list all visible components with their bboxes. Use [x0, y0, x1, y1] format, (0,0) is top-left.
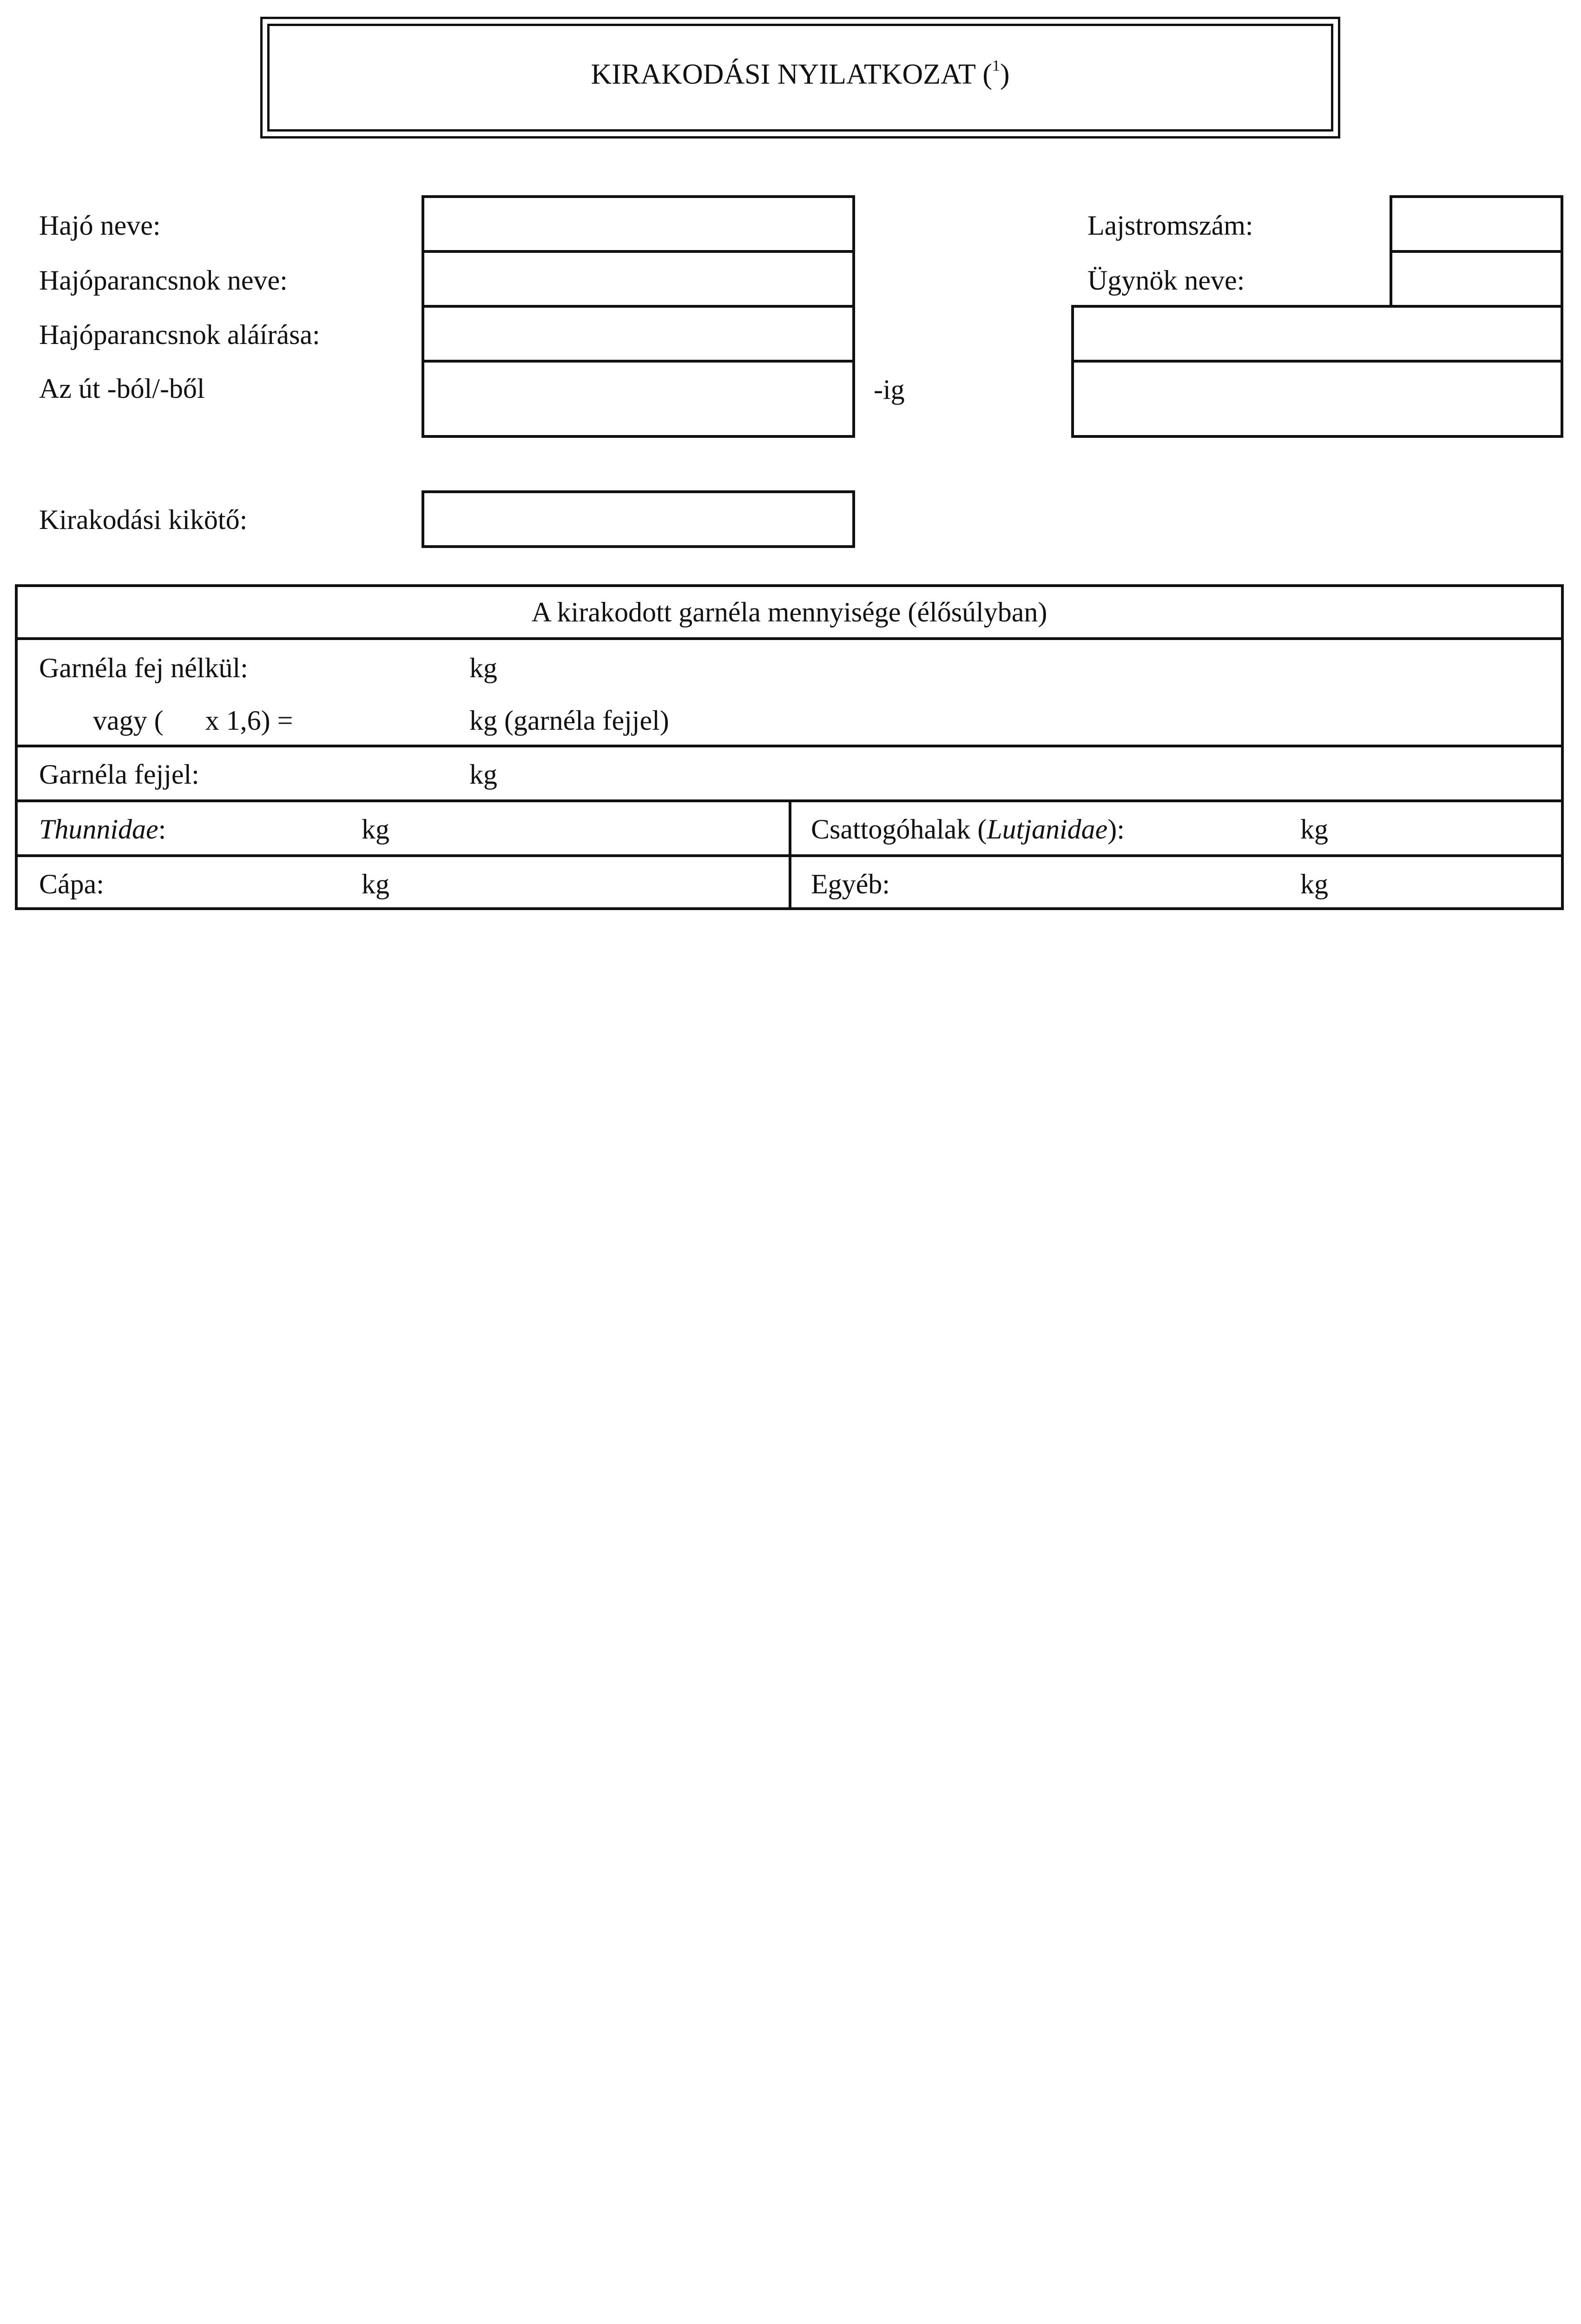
conversion-unit: kg (garnéla fejjel)	[469, 705, 669, 736]
agent-name-label: Ügynök neve:	[1087, 265, 1245, 296]
trip-to-field[interactable]	[1071, 360, 1563, 438]
snapper-unit: kg	[1300, 814, 1328, 845]
trip-from-field[interactable]	[422, 360, 855, 438]
thunnidae-unit: kg	[362, 814, 389, 845]
shrimp-headless-unit: kg	[469, 653, 497, 683]
port-field[interactable]	[422, 490, 855, 548]
shark-label: Cápa:	[39, 869, 104, 899]
thunnidae-latin: Thunnidae	[39, 814, 158, 845]
table-column-divider	[789, 799, 791, 910]
trip-to-label: -ig	[874, 374, 905, 405]
shrimp-head-on-label: Garnéla fejjel:	[39, 759, 199, 790]
thunnidae-colon: :	[158, 814, 166, 845]
shrimp-head-on-unit: kg	[469, 759, 497, 790]
vessel-name-field[interactable]	[422, 195, 855, 253]
vessel-name-label: Hajó neve:	[39, 210, 161, 241]
conversion-label: vagy ( x 1,6) =	[93, 705, 293, 736]
other-label: Egyéb:	[811, 869, 890, 899]
shark-unit: kg	[362, 869, 389, 899]
captain-signature-label: Hajóparancsnok aláírása:	[39, 319, 320, 350]
title-footnote-ref: 1	[992, 57, 1000, 74]
thunnidae-label	[39, 815, 166, 843]
snapper-label	[811, 815, 1125, 843]
snapper-label-pre: Csattogóhalak (	[811, 814, 987, 845]
table-rule-1	[15, 637, 1564, 640]
shrimp-headless-label: Garnéla fej nélkül:	[39, 653, 248, 683]
captain-name-field[interactable]	[422, 250, 855, 308]
captain-name-label: Hajóparancsnok neve:	[39, 265, 288, 296]
registration-label: Lajstromszám:	[1087, 210, 1253, 241]
port-label: Kirakodási kikötő:	[39, 504, 248, 535]
form-title	[263, 57, 1338, 90]
snapper-label-latin: Lutjanidae	[987, 814, 1108, 845]
form-title-close: )	[1000, 59, 1010, 90]
other-unit: kg	[1300, 869, 1328, 899]
registration-field[interactable]	[1390, 195, 1563, 253]
agent-name-field[interactable]	[1390, 250, 1563, 308]
captain-signature-field[interactable]	[422, 305, 855, 363]
trip-from-label: Az út -ból/-ből	[39, 373, 205, 404]
table-rule-2	[15, 745, 1564, 747]
snapper-label-post: ):	[1107, 814, 1125, 845]
form-title-box	[260, 17, 1340, 139]
agent-detail-field[interactable]	[1071, 305, 1563, 363]
catch-table-heading: A kirakodott garnéla mennyisége (élősúlyban)	[531, 597, 1047, 627]
form-title-text: KIRAKODÁSI NYILATKOZAT (	[591, 59, 992, 90]
